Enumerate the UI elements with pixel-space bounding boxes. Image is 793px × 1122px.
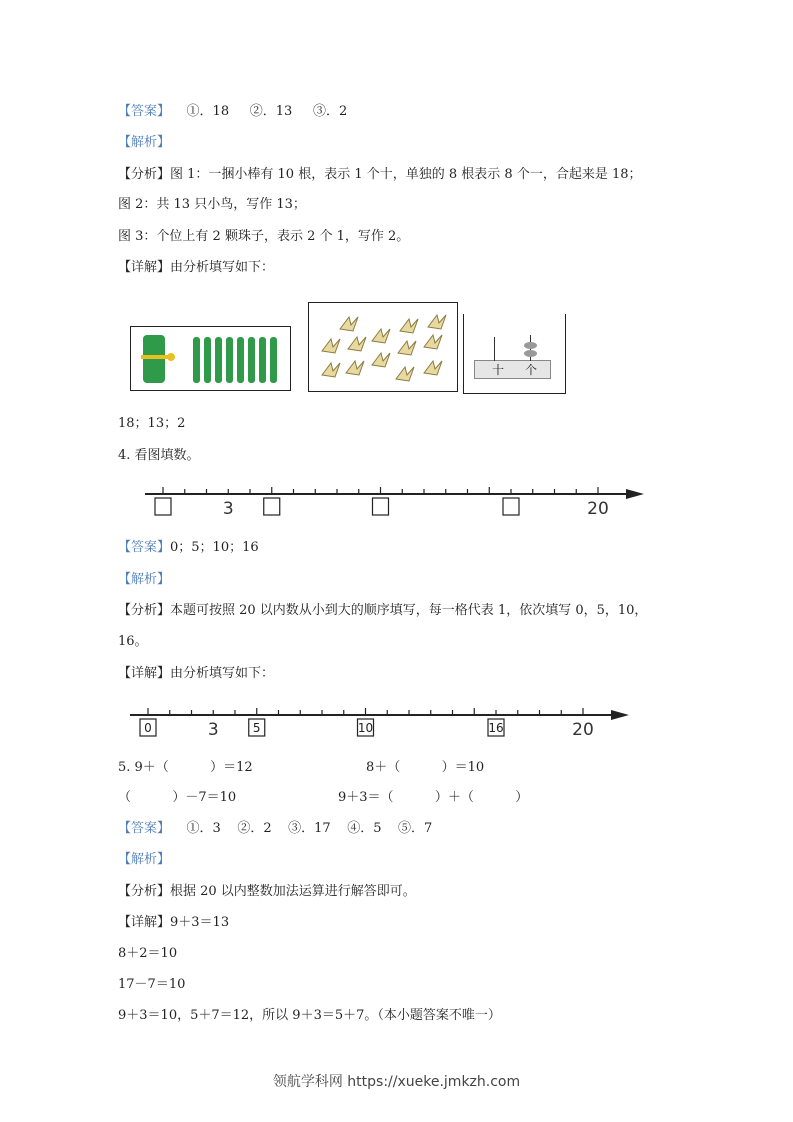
- bird: [322, 363, 340, 377]
- q5-row2b: 9＋3＝（ ）＋（ ）: [338, 790, 529, 805]
- tick-label: 20: [572, 720, 594, 740]
- answer-box: [264, 498, 280, 515]
- detail-text: 【详解】由分析填写如下：: [118, 666, 275, 681]
- analysis-text: 图 2：共 13 只小鸟，写作 13；: [118, 197, 306, 212]
- analysis-text: 【分析】根据 20 以内整数加法运算进行解答即可。: [118, 884, 416, 899]
- bead: [524, 342, 537, 349]
- answer-box: [373, 498, 389, 515]
- analysis-text: 【分析】图 1：一捆小棒有 10 根，表示 1 个十，单独的 8 根表示 8 个一，合起来是 18；: [118, 167, 642, 182]
- bird: [340, 317, 358, 331]
- tick-label: 3: [207, 720, 219, 740]
- number-line-question: [0, 480, 793, 525]
- bird: [372, 329, 390, 343]
- bead: [524, 350, 537, 357]
- stick: [226, 337, 233, 383]
- box-value: 5: [252, 721, 261, 735]
- answer-box: [155, 498, 171, 515]
- bird: [322, 339, 340, 353]
- box-value: 0: [144, 721, 152, 735]
- birds-figure: [308, 302, 458, 392]
- bird: [424, 335, 442, 349]
- detail-text: 17－7＝10: [118, 977, 186, 992]
- abacus-base: [474, 360, 551, 379]
- q4-title: 4. 看图填数。: [118, 448, 200, 463]
- stick: [270, 337, 277, 383]
- arrow-head: [626, 489, 644, 499]
- tens-rod: [494, 337, 495, 361]
- bird: [398, 341, 416, 355]
- q3-answer: [118, 104, 347, 120]
- tick-label: 20: [587, 499, 609, 519]
- stick: [215, 337, 222, 383]
- birds-image: [309, 303, 457, 391]
- bird: [372, 353, 390, 367]
- detail-text: 8＋2＝10: [118, 946, 178, 961]
- detail-text: 9＋3＝10，5＋7＝12，所以 9＋3＝5＋7。（本小题答案不唯一）: [118, 1008, 501, 1023]
- q5-row2a: （ ）－7＝10: [118, 790, 237, 805]
- analysis-text: 【分析】本题可按照 20 以内数从小到大的顺序填写，每一格代表 1，依次填写 0，5，10，: [118, 603, 648, 618]
- q5-row1b: 8＋（ ）＝10: [366, 760, 485, 775]
- answer-text: ①．18 ②．13 ③．2: [170, 104, 348, 119]
- stick: [248, 337, 255, 383]
- stick: [204, 337, 211, 383]
- analysis-label: 【解析】: [118, 852, 171, 867]
- answer-text: ①．3 ②．2 ③．17 ④．5 ⑤．7: [170, 821, 433, 836]
- bird: [348, 337, 366, 351]
- tick-label: 3: [222, 499, 234, 519]
- bird: [428, 315, 446, 329]
- arrow-head: [611, 710, 629, 720]
- bird: [400, 319, 418, 333]
- analysis-label: 【解析】: [118, 572, 171, 587]
- bird: [396, 367, 414, 381]
- stick: [237, 337, 244, 383]
- analysis-text: 16。: [118, 634, 148, 649]
- bird: [346, 361, 364, 375]
- number-line-answer: [0, 700, 793, 745]
- abacus-figure: [463, 314, 566, 394]
- analysis-label: 【解析】: [118, 135, 171, 150]
- box-value: 16: [488, 721, 504, 735]
- sticks-figure: [130, 326, 291, 391]
- answer-label: 【答案】: [118, 821, 171, 836]
- stick: [259, 337, 266, 383]
- q3-result: 18；13；2: [118, 416, 186, 431]
- stick: [193, 337, 200, 383]
- ones-label: 个: [525, 363, 538, 377]
- detail-text: 【详解】9＋3＝13: [118, 915, 230, 930]
- answer-label: 【答案】: [118, 104, 171, 119]
- bird: [424, 361, 442, 375]
- footer-watermark: 领航学科网 https://xueke.jmkzh.com: [272, 1074, 521, 1090]
- q5-answer: [118, 821, 432, 837]
- q5-row1a: 5. 9＋（ ）＝12: [118, 760, 253, 775]
- answer-text: 0；5；10；16: [170, 540, 259, 555]
- answer-box: [503, 498, 519, 515]
- box-value: 10: [357, 721, 374, 735]
- analysis-text: 图 3：个位上有 2 颗珠子，表示 2 个 1，写作 2。: [118, 229, 410, 244]
- tens-label: 十: [492, 363, 505, 377]
- sticks-image: [131, 327, 290, 390]
- answer-label: 【答案】: [118, 540, 171, 555]
- q4-answer: [118, 540, 259, 556]
- detail-text: 【详解】由分析填写如下：: [118, 260, 275, 275]
